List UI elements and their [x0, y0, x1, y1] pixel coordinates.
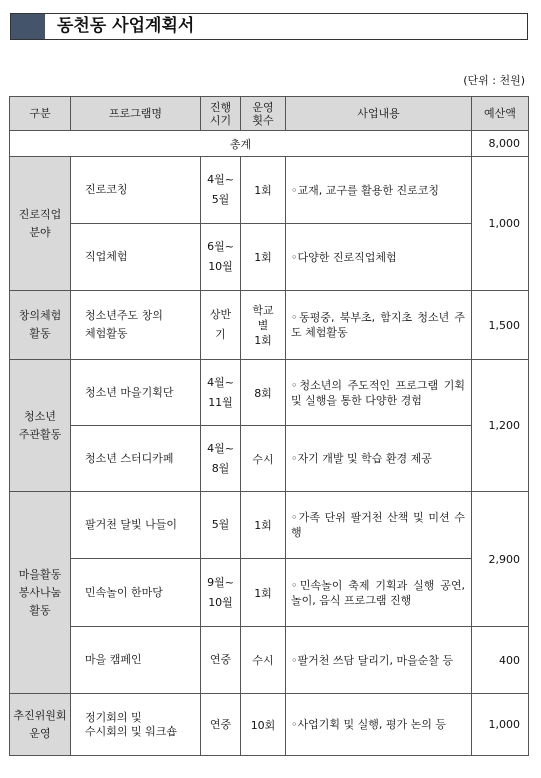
- budget-cell: 1,000: [472, 694, 529, 756]
- content-cell: ◦가족 단위 팔거천 산책 및 미션 수행: [286, 492, 472, 559]
- total-row: [10, 131, 529, 157]
- budget-cell: 1,200: [472, 360, 529, 492]
- count-cell: 1회: [241, 224, 286, 291]
- header-period: 진행 시기: [201, 97, 241, 131]
- period-cell: 4월~ 8월: [201, 426, 241, 492]
- table-row: [10, 559, 529, 627]
- table-row: [10, 627, 529, 694]
- table-row: [10, 224, 529, 291]
- header-content: 사업내용: [286, 97, 472, 131]
- count-cell: 8회: [241, 360, 286, 426]
- count-cell: 수시: [241, 627, 286, 694]
- content-cell: ◦민속놀이 축제 기획과 실행 공연, 놀이, 음식 프로그램 진행: [286, 559, 472, 627]
- period-cell: 6월~ 10월: [201, 224, 241, 291]
- table-row: [10, 360, 529, 426]
- header-program: 프로그램명: [71, 97, 201, 131]
- count-cell: 1회: [241, 157, 286, 224]
- content-cell: ◦청소년의 주도적인 프로그램 기획 및 실행을 통한 다양한 경험: [286, 360, 472, 426]
- budget-cell: 400: [472, 627, 529, 694]
- category-cell: 진로직업 분야: [10, 157, 71, 291]
- period-cell: 4월~ 11월: [201, 360, 241, 426]
- total-budget: 8,000: [472, 131, 529, 157]
- header-budget: 예산액: [472, 97, 529, 131]
- program-cell: 민속놀이 한마당: [71, 559, 201, 627]
- period-cell: 연중: [201, 627, 241, 694]
- category-cell: 추진위원회 운영: [10, 694, 71, 756]
- count-cell: 1회: [241, 492, 286, 559]
- count-cell: 학교 별 1회: [241, 291, 286, 360]
- period-cell: 상반 기: [201, 291, 241, 360]
- plan-table: [9, 96, 529, 756]
- header-count: 운영 횟수: [241, 97, 286, 131]
- period-cell: 9월~ 10월: [201, 559, 241, 627]
- title-accent-bar: [11, 14, 45, 39]
- content-cell: ◦사업기획 및 실행, 평가 논의 등: [286, 694, 472, 756]
- table-row: [10, 492, 529, 559]
- budget-cell: 2,900: [472, 492, 529, 627]
- category-cell: 마을활동 봉사나눔 활동: [10, 492, 71, 694]
- table-row: [10, 426, 529, 492]
- table-row: [10, 694, 529, 756]
- content-cell: ◦다양한 진로직업체험: [286, 224, 472, 291]
- budget-cell: 1,000: [472, 157, 529, 291]
- page-title: 동천동 사업계획서: [57, 16, 195, 36]
- program-cell: 청소년주도 창의 체험활동: [71, 291, 201, 360]
- content-cell: ◦교재, 교구를 활용한 진로코칭: [286, 157, 472, 224]
- program-cell: 청소년 스터디카페: [71, 426, 201, 492]
- program-cell: 정기회의 및 수시회의 및 워크숍: [71, 694, 201, 756]
- total-label: 총계: [10, 131, 472, 157]
- program-cell: 청소년 마을기획단: [71, 360, 201, 426]
- category-cell: 청소년 주관활동: [10, 360, 71, 492]
- table-row: [10, 157, 529, 224]
- content-cell: ◦팔거천 쓰담 달리기, 마을순찰 등: [286, 627, 472, 694]
- period-cell: 4월~ 5월: [201, 157, 241, 224]
- program-cell: 진로코칭: [71, 157, 201, 224]
- program-cell: 팔거천 달빛 나들이: [71, 492, 201, 559]
- content-cell: ◦자기 개발 및 학습 환경 제공: [286, 426, 472, 492]
- period-cell: 연중: [201, 694, 241, 756]
- table-row: [10, 291, 529, 360]
- content-cell: ◦동평중, 북부초, 함지초 청소년 주도 체험활동: [286, 291, 472, 360]
- count-cell: 10회: [241, 694, 286, 756]
- budget-cell: 1,500: [472, 291, 529, 360]
- header-row: [10, 97, 529, 131]
- unit-label: (단위 : 천원): [463, 74, 525, 87]
- count-cell: 1회: [241, 559, 286, 627]
- header-category: 구분: [10, 97, 71, 131]
- program-cell: 마을 캠페인: [71, 627, 201, 694]
- period-cell: 5월: [201, 492, 241, 559]
- program-cell: 직업체험: [71, 224, 201, 291]
- category-cell: 창의체험 활동: [10, 291, 71, 360]
- title-box: [10, 13, 528, 40]
- count-cell: 수시: [241, 426, 286, 492]
